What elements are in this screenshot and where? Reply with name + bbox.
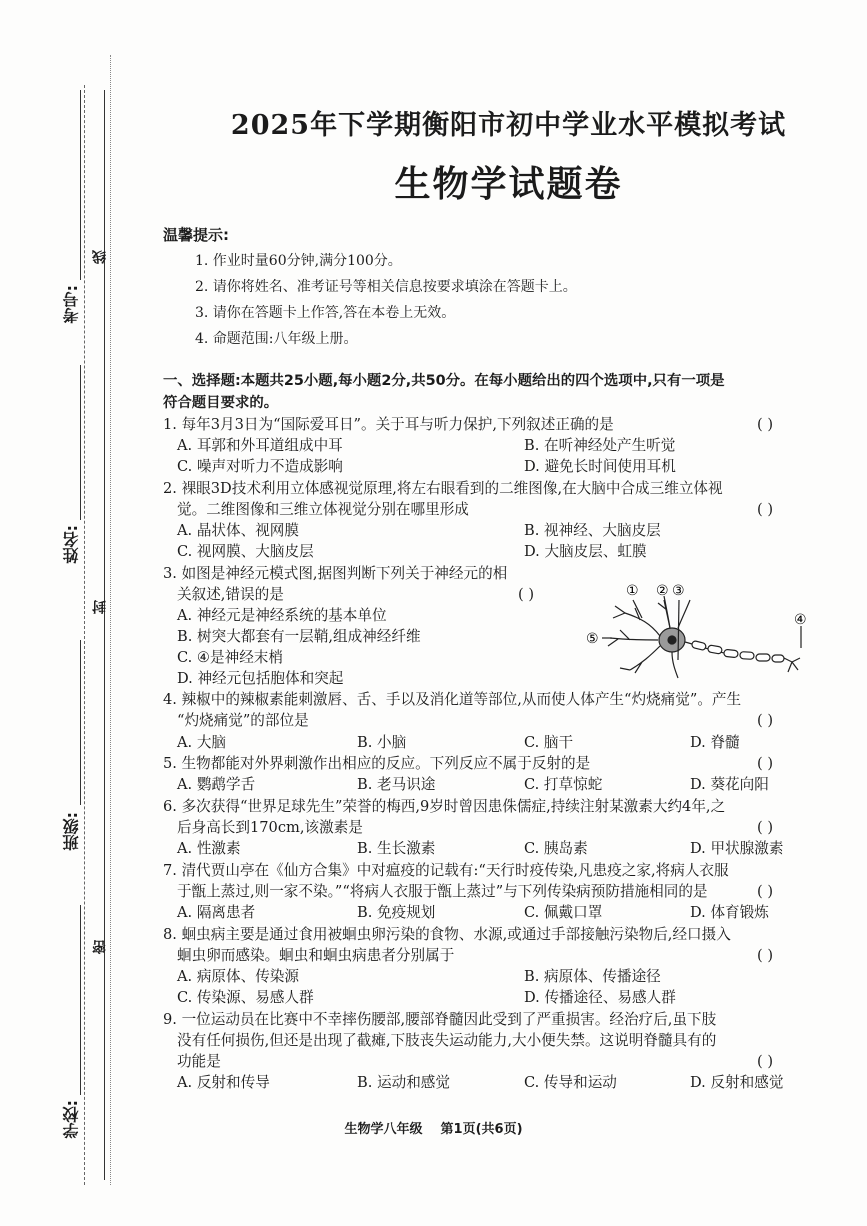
option: C. 胰岛素 (524, 840, 588, 857)
tip-item: 3. 请你在答题卡上作答,答在本卷上无效。 (195, 305, 456, 321)
question-stem: 7. 清代贾山亭在《仙方合集》中对瘟疫的记载有:“天行时疫传染,凡患疫之家,将病人衣服 (163, 862, 729, 879)
answer-bracket: ( ) (518, 586, 535, 603)
option: A. 鹦鹉学舌 (177, 776, 256, 793)
option: A. 反射和传导 (177, 1074, 270, 1091)
option: A. 大脑 (177, 734, 227, 751)
school-underline (80, 905, 81, 1095)
option: A. 神经元是神经系统的基本单位 (177, 607, 387, 624)
question-stem: 3. 如图是神经元模式图,据图判断下列关于神经元的相 (163, 565, 508, 582)
class-label: 班级: (62, 812, 81, 851)
option: C. 打草惊蛇 (524, 776, 603, 793)
option: C. 噪声对听力不造成影响 (177, 458, 343, 475)
figure-label: ⑤ (586, 631, 599, 647)
option: D. 传播途径、易感人群 (524, 989, 676, 1006)
neuron-diagram (580, 578, 815, 688)
question-stem: 6. 多次获得“世界足球先生”荣誉的梅西,9岁时曾因患侏儒症,持续注射某激素大约4年,之 (163, 798, 726, 815)
option: A. 性激素 (177, 840, 241, 857)
answer-bracket: ( ) (757, 947, 774, 964)
question-stem-cont: 蛔虫卵而感染。蛔虫和蛔虫病患者分别属于 (177, 947, 455, 964)
option: D. 葵花向阳 (690, 776, 769, 793)
seal-word-feng: 封 (92, 600, 108, 614)
exam-title: 2025年下学期衡阳市初中学业水平模拟考试 (230, 110, 787, 141)
answer-bracket: ( ) (757, 755, 774, 772)
paper-subtitle: 生物学试题卷 (394, 164, 623, 205)
question-stem: 8. 蛔虫病主要是通过食用被蛔虫卵污染的食物、水源,或通过手部接触污染物后,经口摄入 (163, 926, 731, 943)
binding-dashed-line (84, 85, 85, 1185)
tips-heading: 温馨提示: (163, 226, 229, 244)
option: B. 免疫规划 (357, 904, 436, 921)
option: B. 运动和感觉 (357, 1074, 450, 1091)
figure-label: ① (626, 583, 639, 599)
figure-label: ② (656, 583, 669, 599)
option: B. 病原体、传播途径 (524, 968, 661, 985)
name-label: 姓名: (62, 525, 81, 564)
question-stem-cont: 于甑上蒸过,则一家不染。”“将病人衣服于甑上蒸过”与下列传染病预防措施相同的是 (177, 883, 708, 900)
option: D. 脊髓 (690, 734, 740, 751)
option: C. 佩戴口罩 (524, 904, 603, 921)
option: B. 树突大都套有一层鞘,组成神经纤维 (177, 628, 421, 645)
option: B. 小脑 (357, 734, 407, 751)
seal-word-mi: 密 (92, 940, 108, 954)
question-stem: 4. 辣椒中的辣椒素能刺激唇、舌、手以及消化道等部位,从而使人体产生“灼烧痛觉”。产生 (163, 691, 742, 708)
option: C. ④是神经末梢 (177, 649, 283, 666)
answer-bracket: ( ) (757, 416, 774, 433)
school-label: 学校: (62, 1100, 81, 1139)
option: A. 病原体、传染源 (177, 968, 299, 985)
figure-label: ③ (672, 583, 685, 599)
answer-bracket: ( ) (757, 819, 774, 836)
option: A. 耳郭和外耳道组成中耳 (177, 437, 343, 454)
question-stem: 5. 生物都能对外界刺激作出相应的反应。下列反应不属于反射的是 (163, 755, 591, 772)
option: D. 大脑皮层、虹膜 (524, 543, 647, 560)
tip-item: 2. 请你将姓名、准考证号等相关信息按要求填涂在答题卡上。 (195, 279, 577, 295)
answer-bracket: ( ) (757, 883, 774, 900)
binding-dotted-line (110, 55, 111, 1185)
option: D. 体育锻炼 (690, 904, 769, 921)
exam-number-label: 考号: (62, 285, 81, 324)
question-stem-cont: 没有任何损伤,但还是出现了截瘫,下肢丧失运动能力,大小便失禁。这说明脊髓具有的 (177, 1032, 717, 1049)
option: B. 视神经、大脑皮层 (524, 522, 661, 539)
option: D. 避免长时间使用耳机 (524, 458, 676, 475)
option: D. 反射和感觉 (690, 1074, 784, 1091)
figure-label: ④ (794, 612, 807, 628)
page-footer: 生物学八年级 第1页(共6页) (344, 1122, 523, 1137)
option: D. 甲状腺激素 (690, 840, 784, 857)
question-stem-cont: 功能是 (177, 1053, 221, 1070)
question-stem: 2. 裸眼3D技术利用立体感视觉原理,将左右眼看到的二维图像,在大脑中合成三维立体视 (163, 480, 723, 497)
question-stem: 1. 每年3月3日为“国际爱耳日”。关于耳与听力保护,下列叙述正确的是 (163, 416, 614, 433)
question-stem-cont: 觉。二维图像和三维立体视觉分别在哪里形成 (177, 501, 469, 518)
question-stem: 9. 一位运动员在比赛中不幸摔伤腰部,腰部脊髓因此受到了严重损害。经治疗后,虽下肢 (163, 1011, 717, 1028)
question-stem-cont: 后身高长到170cm,该激素是 (177, 819, 363, 836)
option: D. 神经元包括胞体和突起 (177, 670, 344, 687)
option: C. 脑干 (524, 734, 574, 751)
option: A. 晶状体、视网膜 (177, 522, 299, 539)
tip-item: 1. 作业时量60分钟,满分100分。 (195, 253, 402, 269)
option: C. 传染源、易感人群 (177, 989, 314, 1006)
section-heading-cont: 符合题目要求的。 (163, 395, 279, 411)
question-stem-cont: 关叙述,错误的是 (177, 586, 284, 603)
name-underline (80, 365, 81, 520)
option: B. 生长激素 (357, 840, 436, 857)
seal-word-xian: 线 (92, 250, 108, 264)
exam-number-underline (80, 90, 81, 280)
answer-bracket: ( ) (757, 1053, 774, 1070)
option: A. 隔离患者 (177, 904, 256, 921)
question-stem-cont: “灼烧痛觉”的部位是 (177, 712, 309, 729)
answer-bracket: ( ) (757, 501, 774, 518)
option: C. 视网膜、大脑皮层 (177, 543, 314, 560)
section-heading: 一、选择题:本题共25小题,每小题2分,共50分。在每小题给出的四个选项中,只有一项是 (163, 373, 725, 389)
tip-item: 4. 命题范围:八年级上册。 (195, 331, 358, 347)
answer-bracket: ( ) (757, 712, 774, 729)
option: B. 老马识途 (357, 776, 436, 793)
option: C. 传导和运动 (524, 1074, 617, 1091)
option: B. 在听神经处产生听觉 (524, 437, 676, 454)
class-underline (80, 640, 81, 805)
